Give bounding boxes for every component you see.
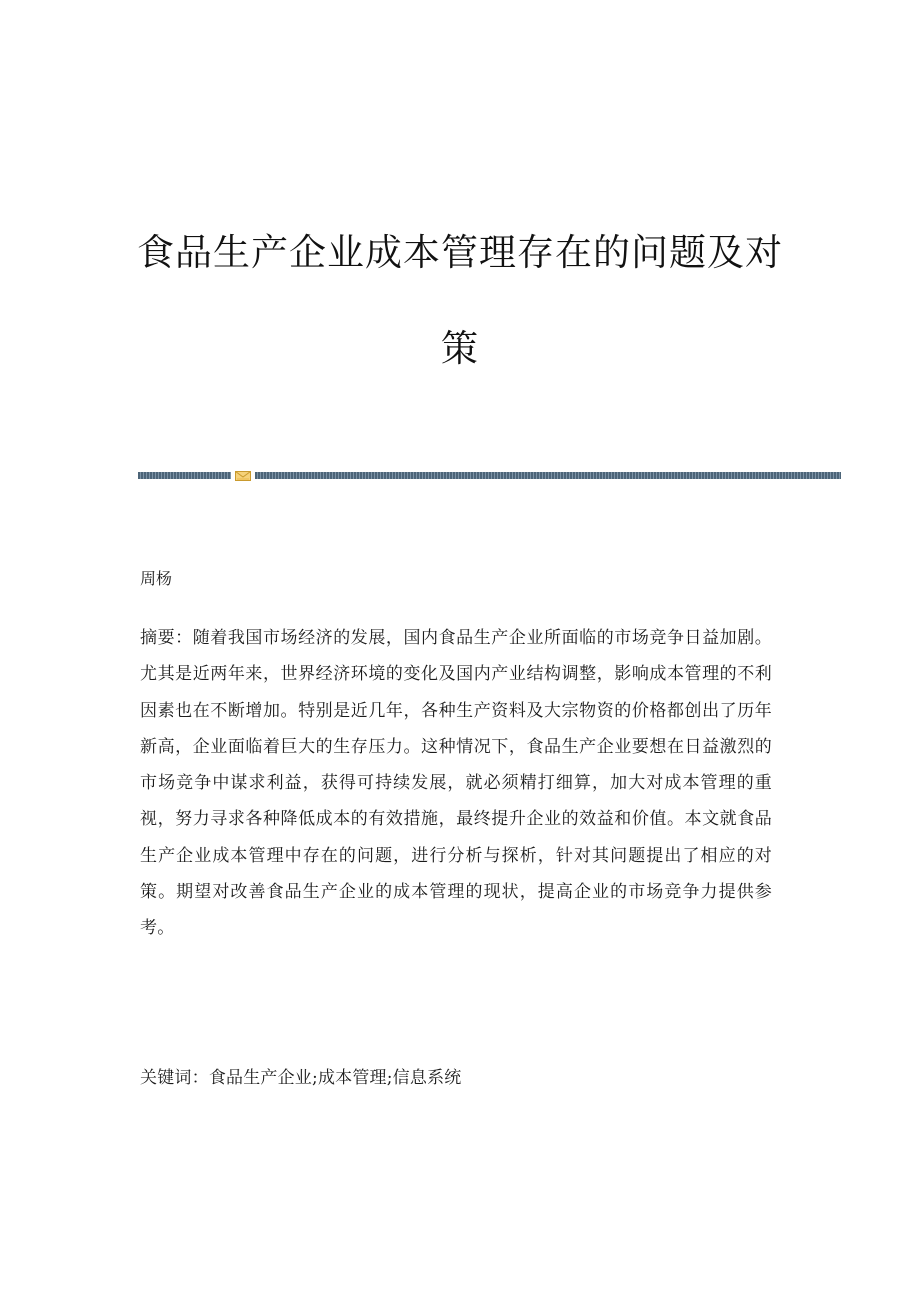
keywords-label: 关键词： [140, 1068, 209, 1088]
author-name: 周杨 [140, 569, 173, 588]
divider-bar-left [138, 472, 231, 479]
abstract-label: 摘要： [140, 628, 193, 648]
keywords-line [140, 1064, 461, 1092]
envelope-icon [235, 470, 251, 482]
divider-bar-right [255, 472, 841, 479]
keywords-text: 食品生产企业;成本管理;信息系统 [208, 1068, 462, 1088]
abstract-paragraph [140, 620, 772, 947]
document-title: 食品生产企业成本管理存在的问题及对策 [137, 231, 783, 370]
abstract-text: 随着我国市场经济的发展，国内食品生产企业所面临的市场竞争日益加剧。尤其是近两年来，世界经济环境的变化及国内产业结构调整，影响成本管理的不利因素也在不断增加。特别是近几年，各种生产资料及大宗物资的价格都创出了历年新高，企业面临着巨大的生存压力。这种情况下，食品生产企业要想在日益激烈的市场竞争中谋求利益，获得可持续发展，就必须精打细算，加大对成本管理的重视，努力寻求各种降低成本的有效措施，最终提升企业的效益和价值。本文就食品生产企业成本管理中存在的问题，进行分析与探析，针对其问题提出了相应的对策。期望对改善食品生产企业的成本管理的现状，提高企业的市场竞争力提供参考。 [140, 628, 772, 939]
decorative-divider [138, 470, 841, 482]
